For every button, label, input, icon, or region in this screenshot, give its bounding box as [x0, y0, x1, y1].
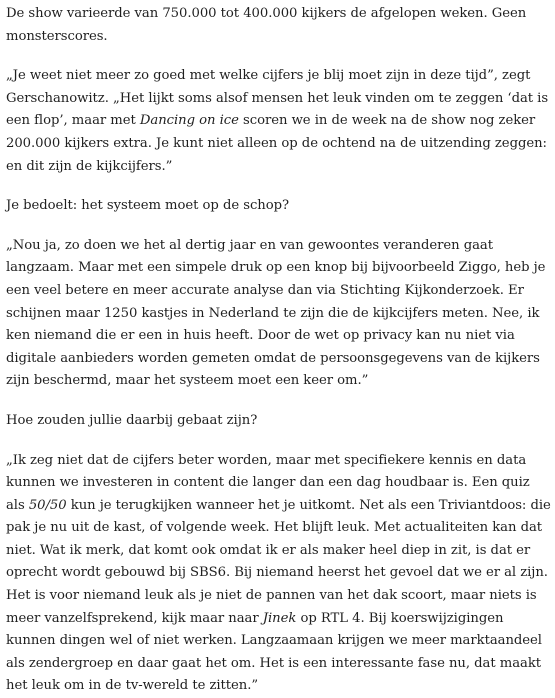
answer-paragraph-3 [6, 235, 551, 393]
question-text: Je bedoelt: het systeem moet op de schop? [6, 198, 289, 213]
interview-question-1 [6, 195, 551, 218]
answer-paragraph-2 [6, 65, 551, 178]
paragraph-text: scoren we in de week na de show nog zeker 200.000 kijkers extra. Je kunt niet alleen op de ochtend na de uitzending zeggen: en dit zijn de kijkcijfers.” [6, 113, 547, 173]
show-title-dancing-on-ice: Dancing on ice [140, 113, 239, 128]
show-title-50-50: 50/50 [29, 498, 67, 513]
paragraph-text: De show varieerde van 750.000 tot 400.000 kijkers de afgelopen weken. Geen monsterscores. [6, 6, 526, 44]
answer-paragraph-1 [6, 3, 551, 48]
interview-question-2 [6, 410, 551, 433]
answer-paragraph-4 [6, 450, 551, 698]
paragraph-text: op RTL 4. Bij koerswijzigingen kunnen dingen wel of niet werken. Langzaamaan krijgen we meer marktaandeel als zendergroep en daar gaat het om. Het is een interessante fase nu, dat maakt het leuk om in de tv-wereld te zitten.” [6, 611, 542, 694]
paragraph-text: kun je terugkijken wanneer het je uitkomt. Net als een Triviantdoos: die pak je nu uit de kast, of volgende week. Het blijft leuk. Met actualiteiten kan dat niet. Wat ik merk, dat komt ook omdat ik er als maker heel diep in zit, is dat er oprecht wordt gebouwd bij SBS6. Bij niemand heerst het gevoel dat we er al zijn. Het is voor niemand leuk als je niet de pannen van het dak scoort, maar niets is meer vanzelfsprekend, kijk maar naar [6, 498, 551, 626]
paragraph-text: „Je weet niet meer zo goed met welke cijfers je blij moet zijn in deze tijd”, zegt Gerschanowitz. „Het lijkt soms alsof mensen het leuk vinden om te zeggen ‘dat is een flop’, maar met [6, 68, 548, 128]
question-text: Hoe zouden jullie daarbij gebaat zijn? [6, 413, 257, 428]
paragraph-text: „Ik zeg niet dat de cijfers beter worden, maar met specifiekere kennis en data kunnen we investeren in content die langer dan een dag houdbaar is. Een quiz als [6, 453, 530, 513]
show-title-jinek: Jinek [263, 611, 297, 626]
paragraph-text: „Nou ja, zo doen we het al dertig jaar en van gewoontes veranderen gaat langzaam. Maar met een simpele druk op een knop bij bijvoorbeeld Ziggo, heb je een veel betere en meer accurate analyse dan via Stichting Kijkonderzoek. Er schijnen maar 1250 kastjes in Nederland te zijn die de kijkcijfers meten. Nee, ik ken niemand die er een in huis heeft. Door de wet op privacy kan nu niet via digitale aanbieders worden gemeten omdat de persoonsgegevens van de kijkers zijn beschermd, maar het systeem moet een keer om.” [6, 238, 545, 389]
